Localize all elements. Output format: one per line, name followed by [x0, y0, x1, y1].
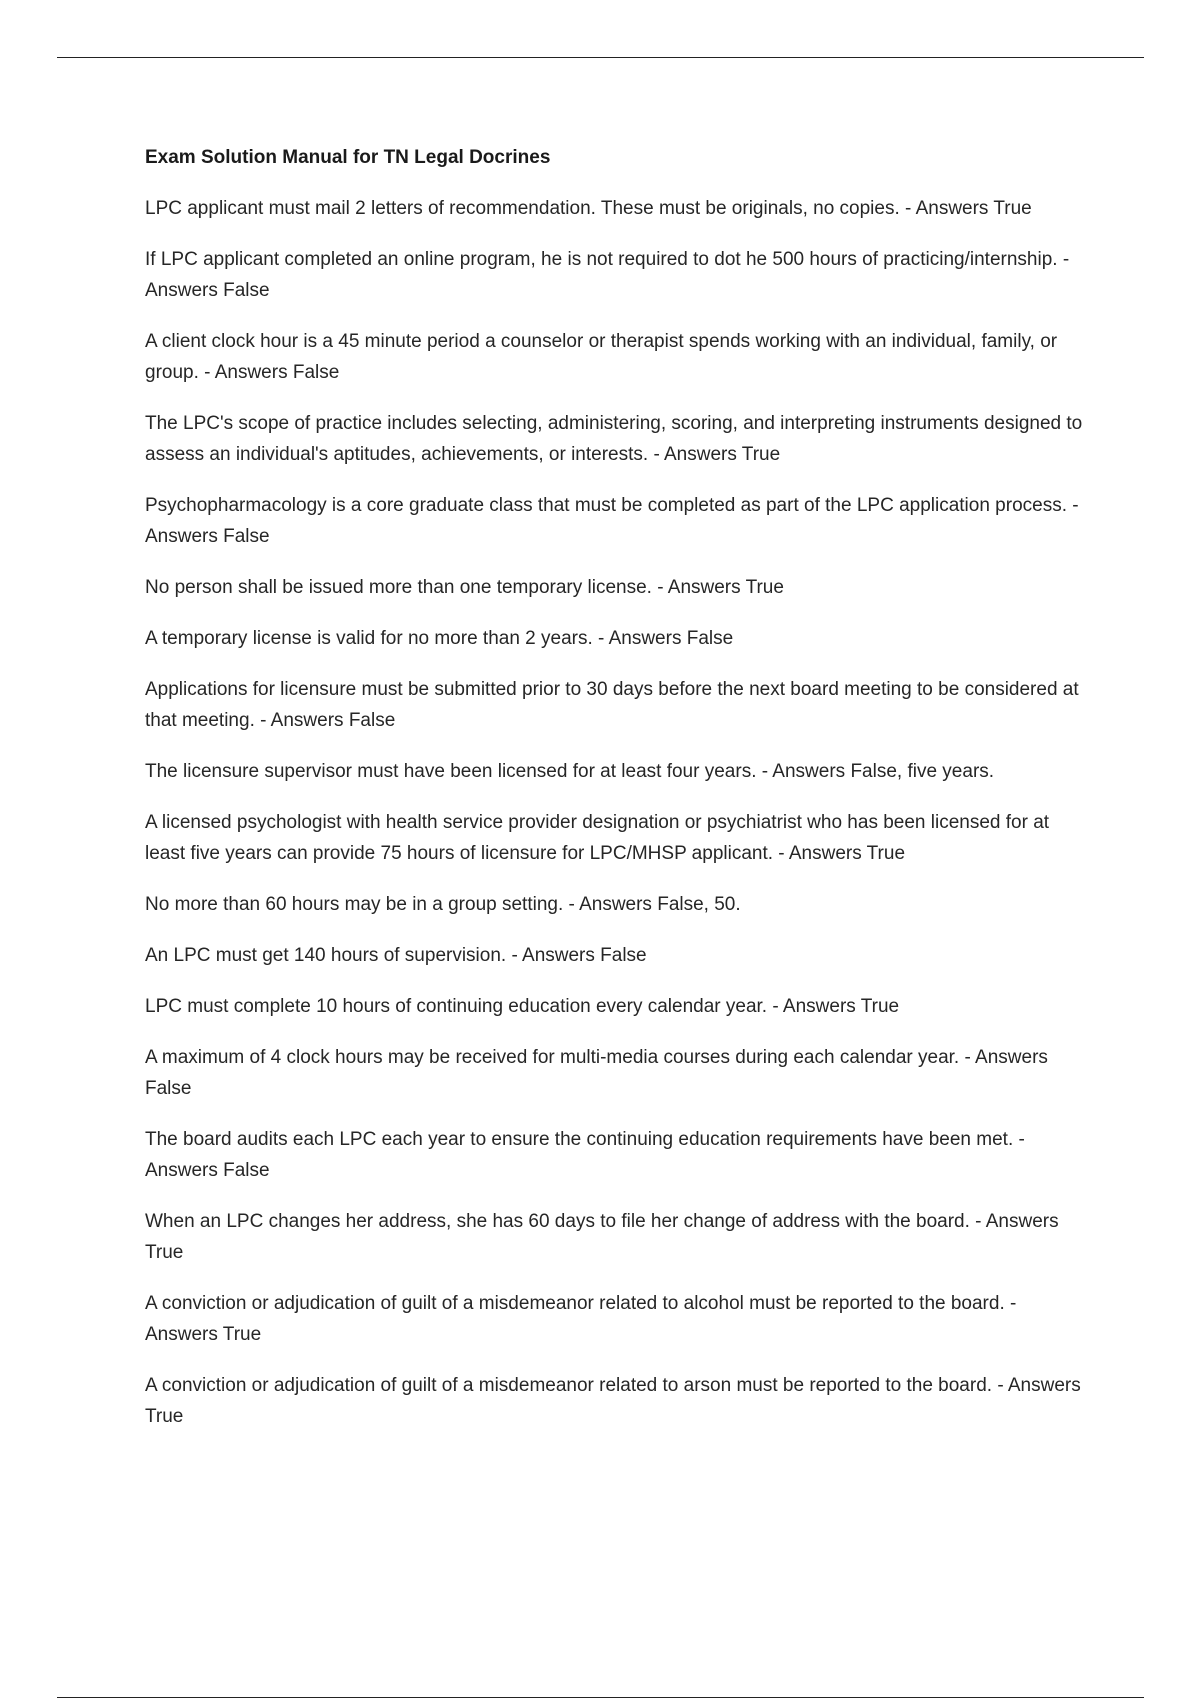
qa-item: If LPC applicant completed an online program, he is not required to dot he 500 hours of practicing/internship. - Answers False: [145, 249, 1070, 301]
qa-item: A conviction or adjudication of guilt of a misdemeanor related to alcohol must be reported to the board. - Answers True: [145, 1293, 1017, 1345]
qa-item: LPC applicant must mail 2 letters of recommendation. These must be originals, no copies. - Answers True: [145, 198, 1032, 219]
qa-item: No person shall be issued more than one temporary license. - Answers True: [145, 577, 784, 598]
top-rule: [57, 57, 1144, 58]
qa-list: [145, 193, 1090, 1432]
qa-item: A maximum of 4 clock hours may be received for multi-media courses during each calendar year. - Answers False: [145, 1047, 1048, 1099]
qa-item: The board audits each LPC each year to ensure the continuing education requirements have been met. - Answers False: [145, 1129, 1025, 1181]
qa-item: A client clock hour is a 45 minute period a counselor or therapist spends working with an individual, family, or group. - Answers False: [145, 331, 1058, 383]
document-body: [145, 143, 1090, 1452]
qa-item: Applications for licensure must be submitted prior to 30 days before the next board meeting to be considered at that meeting. - Answers False: [145, 679, 1079, 731]
qa-item: When an LPC changes her address, she has 60 days to file her change of address with the board. - Answers True: [145, 1211, 1059, 1263]
qa-item: No more than 60 hours may be in a group setting. - Answers False, 50.: [145, 894, 741, 915]
qa-item: The licensure supervisor must have been licensed for at least four years. - Answers False, five years.: [145, 761, 995, 782]
qa-item: The LPC's scope of practice includes selecting, administering, scoring, and interpreting instruments designed to assess an individual's aptitudes, achievements, or interests. - Answers True: [145, 413, 1083, 465]
qa-item: A licensed psychologist with health service provider designation or psychiatrist who has been licensed for at least five years can provide 75 hours of licensure for LPC/MHSP applicant. - Answers True: [145, 812, 1050, 864]
qa-item: A conviction or adjudication of guilt of a misdemeanor related to arson must be reported to the board. - Answers True: [145, 1375, 1081, 1427]
qa-item: A temporary license is valid for no more than 2 years. - Answers False: [145, 628, 734, 649]
qa-item: An LPC must get 140 hours of supervision. - Answers False: [145, 945, 647, 966]
qa-item: LPC must complete 10 hours of continuing education every calendar year. - Answers True: [145, 996, 900, 1017]
document-title: Exam Solution Manual for TN Legal Docrines: [145, 147, 551, 168]
bottom-rule: [57, 1697, 1144, 1698]
qa-item: Psychopharmacology is a core graduate class that must be completed as part of the LPC application process. - Answers False: [145, 495, 1079, 547]
